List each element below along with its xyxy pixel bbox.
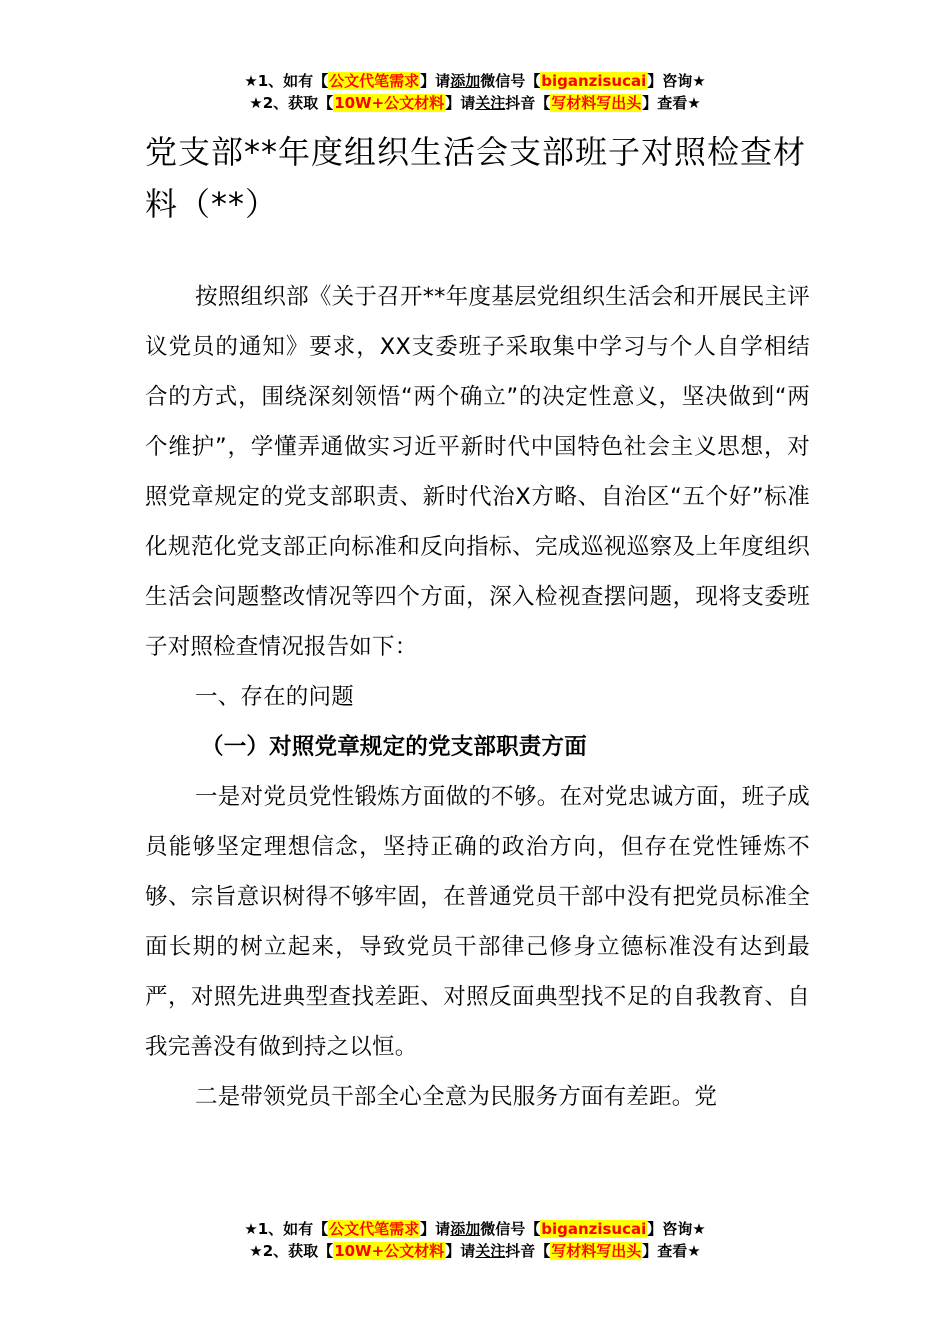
highlight-materials: 10W+公文材料 <box>334 94 445 112</box>
highlight-writing-service: 公文代笔需求 <box>329 1220 420 1238</box>
banner-line-1: ★1、如有【公文代笔需求】请添加微信号【biganzisucai】咨询★ <box>244 1220 706 1238</box>
banner-line-2: ★2、获取【10W+公文材料】请关注抖音【写材料写出头】查看★ <box>249 1242 701 1260</box>
highlight-douyin: 写材料写出头 <box>551 1242 642 1260</box>
paragraph-1: 一是对党员党性锻炼方面做的不够。在对党忠诚方面，班子成员能够坚定理想信念，坚持正确的政治方向，但存在党性锤炼不够、宗旨意识树得不够牢固，在普通党员干部中没有把党员标准全面长期的树立起来，导致党员干部律己修身立德标准没有达到最严，对照先进典型查找差距、对照反面典型找不足的自我教育、自我完善没有做到持之以恒。 <box>145 784 810 1060</box>
banner-line-1: ★1、如有【公文代笔需求】请添加微信号【biganzisucai】咨询★ <box>244 72 706 90</box>
top-banner <box>0 70 950 114</box>
banner-line-2: ★2、获取【10W+公文材料】请关注抖音【写材料写出头】查看★ <box>249 94 701 112</box>
highlight-wechat-id: biganzisucai <box>541 72 647 90</box>
subsection-heading-1: （一）对照党章规定的党支部职责方面 <box>201 734 587 760</box>
highlight-writing-service: 公文代笔需求 <box>329 72 420 90</box>
bottom-banner <box>0 1218 950 1262</box>
highlight-wechat-id: biganzisucai <box>541 1220 647 1238</box>
document-title: 党支部**年度组织生活会支部班子对照检查材料（**） <box>145 133 807 223</box>
intro-paragraph: 按照组织部《关于召开**年度基层党组织生活会和开展民主评议党员的通知》要求，XX支委班子采取集中学习与个人自学相结合的方式，围绕深刻领悟“两个确立”的决定性意义，坚决做到“两个维护”，学懂弄通做实习近平新时代中国特色社会主义思想，对照党章规定的党支部职责、新时代治X方略、自治区“五个好”标准化规范化党支部正向标准和反向指标、完成巡视巡察及上年度组织生活会问题整改情况等四个方面，深入检视查摆问题，现将支委班子对照检查情况报告如下： <box>145 284 810 660</box>
section-heading-1: 一、存在的问题 <box>195 684 354 710</box>
document-body <box>145 272 810 1122</box>
highlight-douyin: 写材料写出头 <box>551 94 642 112</box>
highlight-materials: 10W+公文材料 <box>334 1242 445 1260</box>
paragraph-2: 二是带领党员干部全心全意为民服务方面有差距。党 <box>195 1084 718 1110</box>
